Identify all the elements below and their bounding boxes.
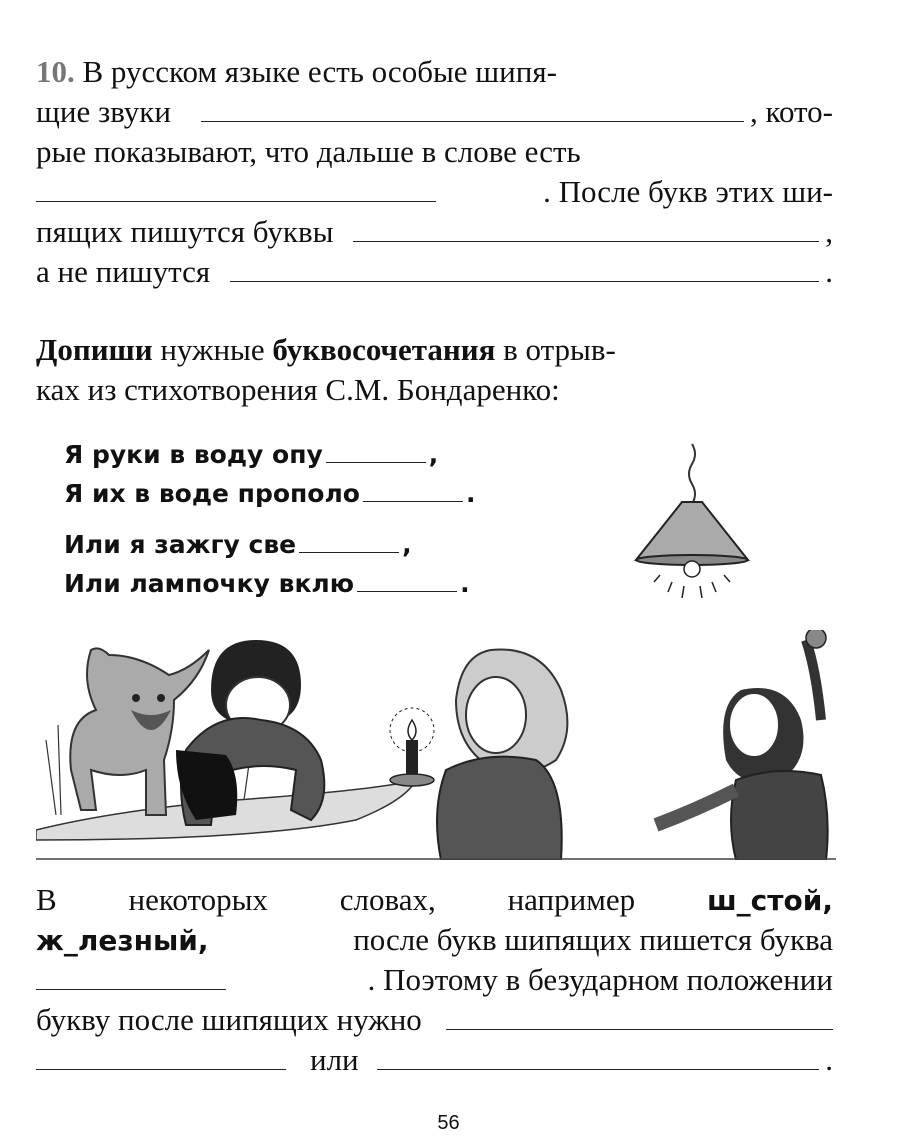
rule-line-1: В некоторых словах, например ш_стой, bbox=[36, 880, 833, 921]
page-number: 56 bbox=[437, 1112, 460, 1134]
task-line-2: ках из стихотворения С.М. Бондаренко: bbox=[36, 372, 560, 407]
task-line-1: Допиши нужные буквосочетания в отрыв- bbox=[36, 332, 616, 367]
exercise-line-3: рые показывают, что дальше в слове есть bbox=[36, 134, 581, 169]
children-illustration bbox=[36, 630, 836, 860]
exercise-number: 10. bbox=[36, 54, 75, 89]
answer-blank[interactable] bbox=[36, 967, 226, 990]
rule-line-2: ж_лезный, после букв шипящих пишется буква bbox=[36, 920, 833, 961]
answer-blank[interactable] bbox=[36, 179, 436, 202]
answer-blank[interactable] bbox=[446, 1007, 833, 1030]
exercise-line-6: а не пишутся . bbox=[36, 254, 833, 289]
answer-blank[interactable] bbox=[36, 1047, 286, 1070]
poem-line-1: Я руки в воду опу , bbox=[64, 440, 439, 469]
poem-line-2: Я их в воде прополо . bbox=[64, 479, 476, 508]
exercise-line-5: пящих пишутся буквы , bbox=[36, 214, 833, 249]
poem-line-3: Или я зажгу све , bbox=[64, 530, 412, 559]
poem-blank[interactable] bbox=[326, 444, 426, 463]
reaching-boy-figure bbox=[656, 630, 828, 860]
poem-blank[interactable] bbox=[363, 483, 463, 502]
poem-blank[interactable] bbox=[299, 534, 399, 553]
rule-line-3: . Поэтому в безударном положении bbox=[36, 960, 833, 1000]
answer-blank[interactable] bbox=[201, 99, 744, 122]
poem-line-4: Или лампочку вклю . bbox=[64, 569, 470, 598]
exercise-line-2: щие звуки , кото- bbox=[36, 94, 833, 129]
answer-blank[interactable] bbox=[353, 219, 819, 242]
example-word: ш_стой, bbox=[706, 884, 833, 917]
example-word: ж_лезный, bbox=[36, 924, 209, 957]
candle-boy-figure bbox=[390, 650, 567, 861]
answer-blank[interactable] bbox=[377, 1047, 820, 1070]
lamp-illustration bbox=[630, 440, 760, 610]
poem-blank[interactable] bbox=[357, 573, 457, 592]
answer-blank[interactable] bbox=[230, 259, 819, 282]
exercise-line-1: 10. В русском языке есть особые шипя- bbox=[36, 54, 557, 89]
exercise-line-4: . После букв этих ши- bbox=[36, 172, 833, 212]
rule-line-5: или . bbox=[36, 1040, 833, 1080]
rule-line-4: букву после шипящих нужно bbox=[36, 1000, 833, 1040]
